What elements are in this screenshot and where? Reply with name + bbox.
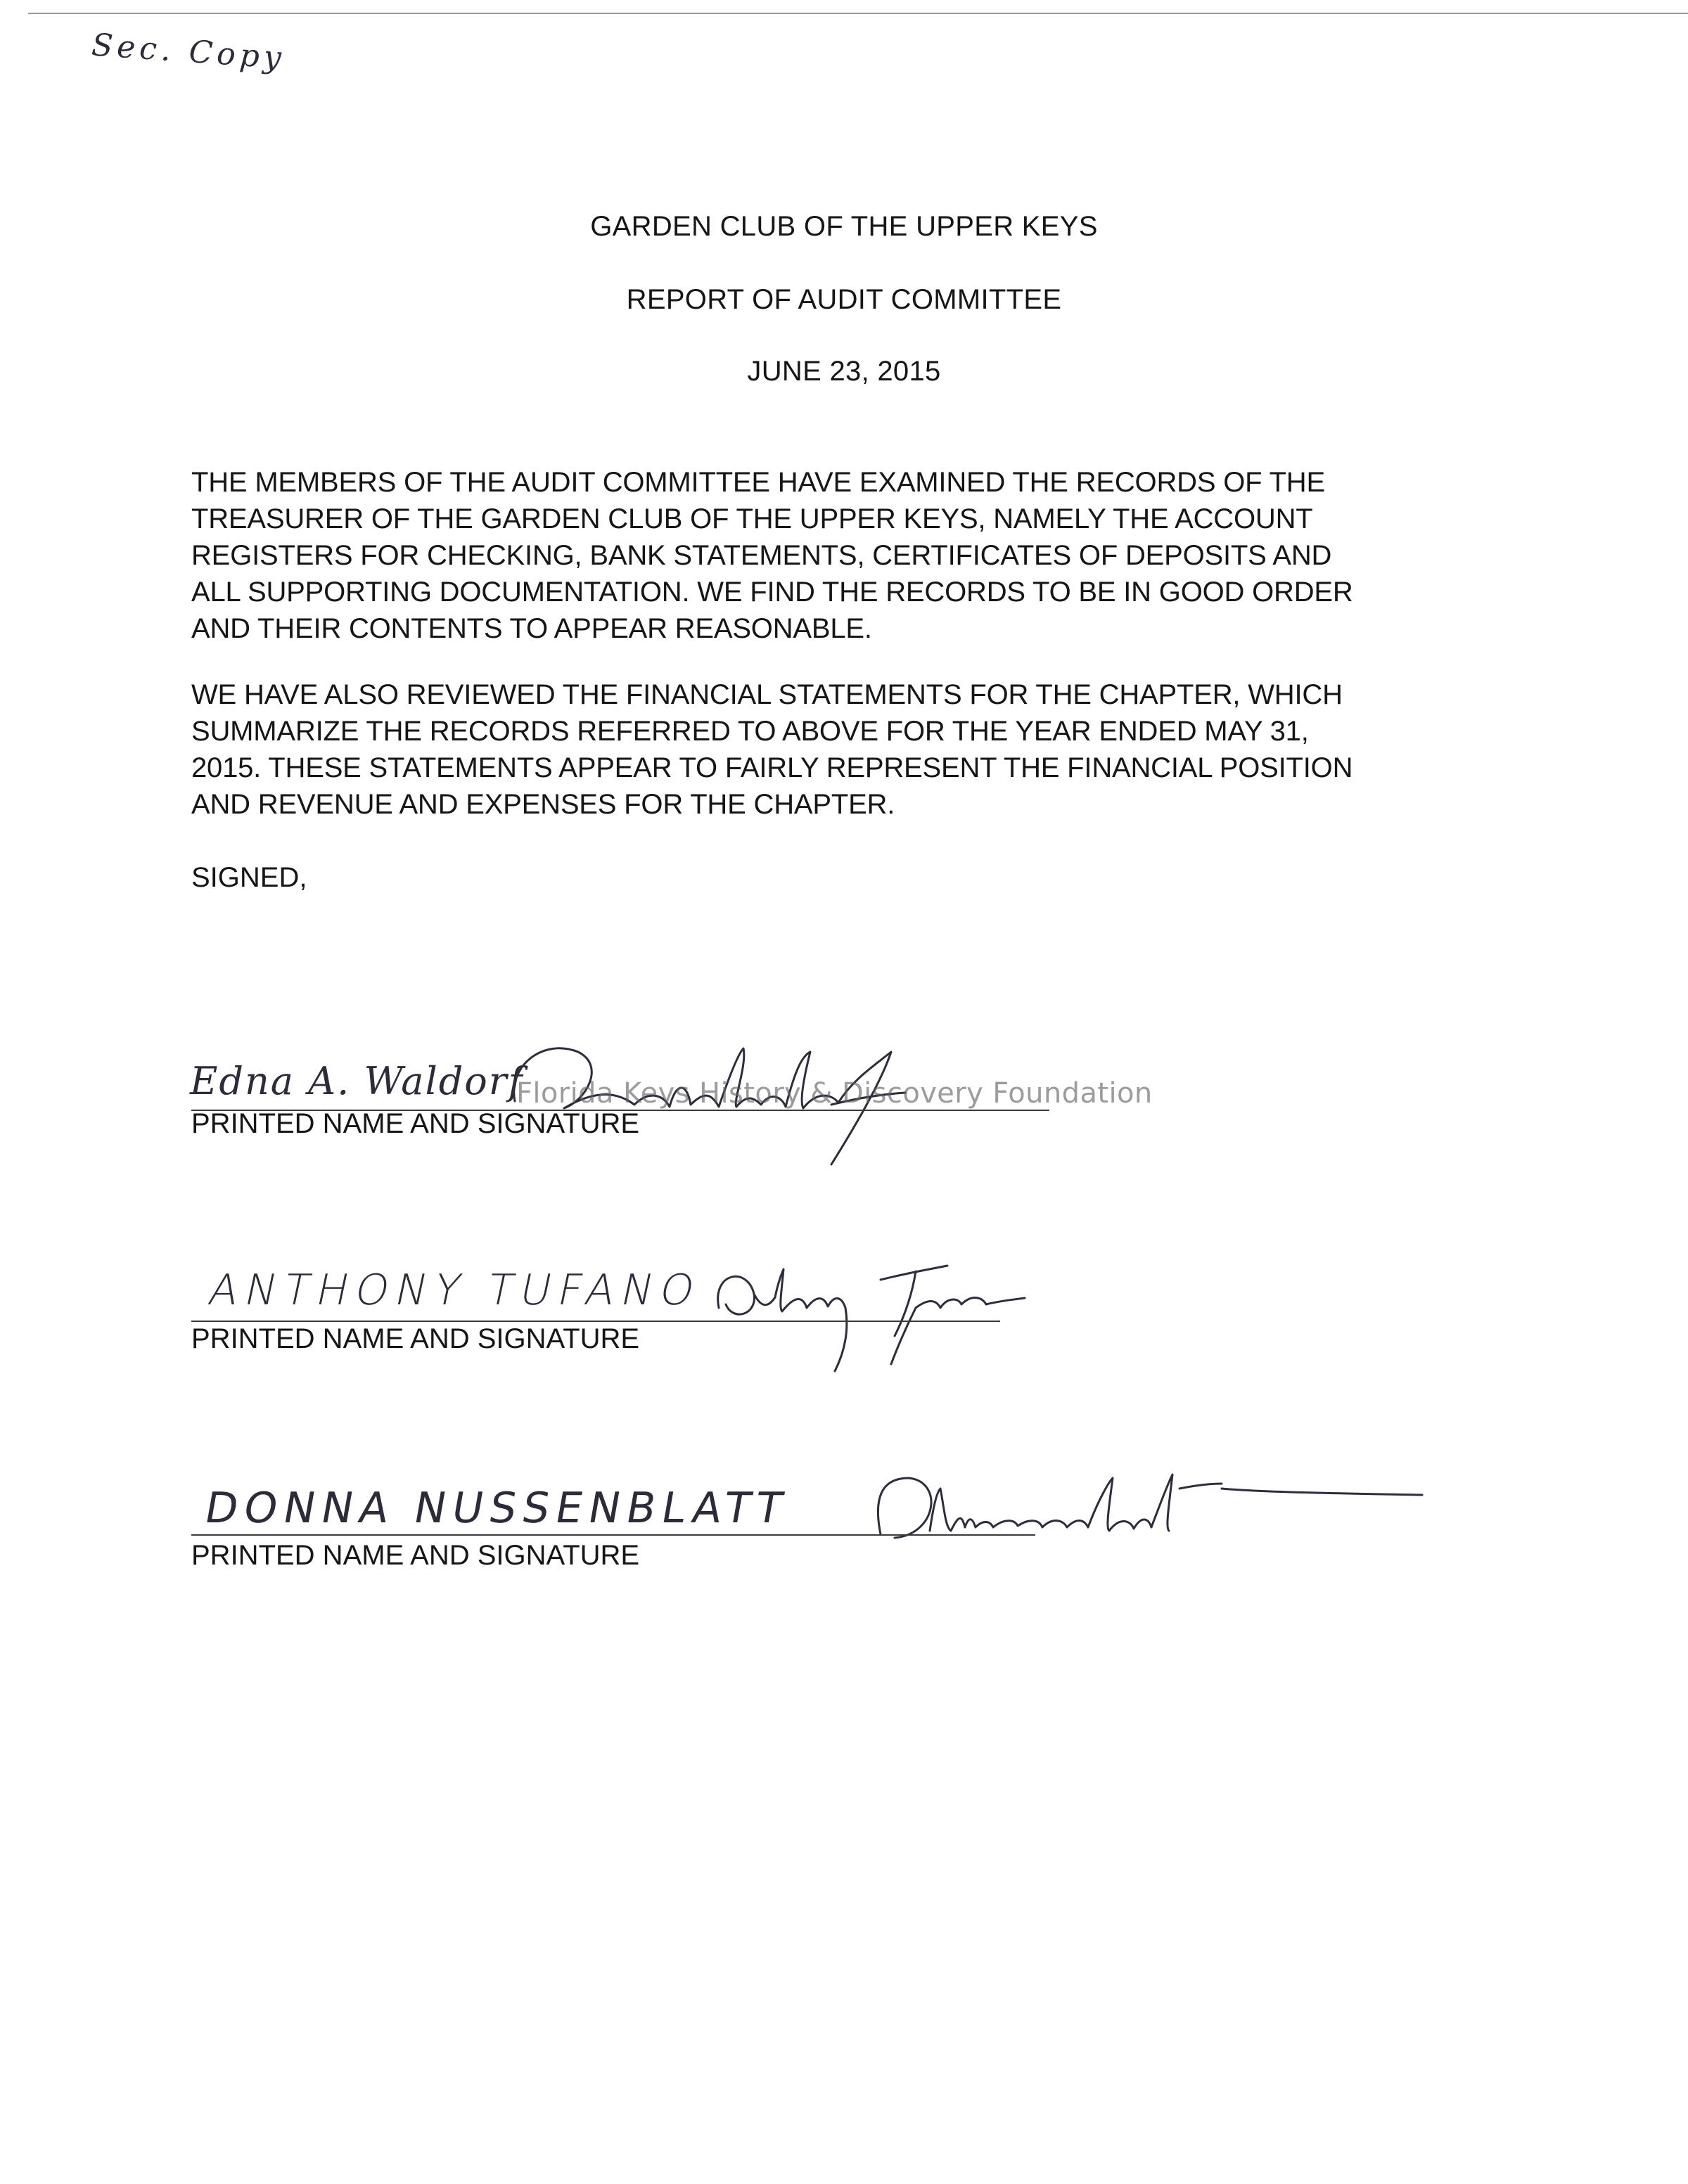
printed-name-1: Edna A. Waldorf — [190, 1059, 524, 1103]
paragraph-line: WE HAVE ALSO REVIEWED THE FINANCIAL STATEMENTS FOR THE CHAPTER, WHICH — [191, 679, 1343, 710]
paragraph-examination — [191, 464, 1514, 647]
sec-copy-note: Sec. Copy — [90, 27, 287, 77]
organization-title: GARDEN CLUB OF THE UPPER KEYS — [590, 211, 1098, 242]
signature-label-2: PRINTED NAME AND SIGNATURE — [191, 1323, 640, 1354]
watermark: Florida Keys History & Discovery Foundation — [516, 1077, 1153, 1110]
signature-label-1: PRINTED NAME AND SIGNATURE — [191, 1108, 640, 1139]
signature-2 — [705, 1231, 1028, 1385]
paragraph-line: AND THEIR CONTENTS TO APPEAR REASONABLE. — [191, 613, 872, 644]
signed-label: SIGNED, — [191, 862, 307, 893]
printed-name-2: ANTHONY TUFANO — [204, 1266, 706, 1315]
paragraph-line: SUMMARIZE THE RECORDS REFERRED TO ABOVE FOR THE YEAR ENDED MAY 31, — [191, 716, 1309, 747]
report-date: JUNE 23, 2015 — [747, 356, 941, 387]
signature-line-2 — [191, 1321, 1000, 1322]
signature-line-3 — [191, 1534, 1035, 1536]
paragraph-line: 2015. THESE STATEMENTS APPEAR TO FAIRLY REPRESENT THE FINANCIAL POSITION — [191, 752, 1353, 783]
printed-name-3: DONNA NUSSENBLATT — [200, 1484, 793, 1533]
paragraph-line: ALL SUPPORTING DOCUMENTATION. WE FIND THE RECORDS TO BE IN GOOD ORDER — [191, 577, 1353, 608]
scan-edge-top — [28, 13, 1688, 14]
paragraph-line: AND REVENUE AND EXPENSES FOR THE CHAPTER. — [191, 789, 895, 820]
paragraph-financial-statements — [191, 676, 1514, 823]
signature-label-3: PRINTED NAME AND SIGNATURE — [191, 1540, 640, 1571]
signature-3 — [867, 1450, 1443, 1576]
report-title: REPORT OF AUDIT COMMITTEE — [626, 284, 1062, 315]
paragraph-line: THE MEMBERS OF THE AUDIT COMMITTEE HAVE EXAMINED THE RECORDS OF THE — [191, 467, 1325, 498]
paragraph-line: REGISTERS FOR CHECKING, BANK STATEMENTS, CERTIFICATES OF DEPOSITS AND — [191, 540, 1332, 571]
paragraph-line: TREASURER OF THE GARDEN CLUB OF THE UPPER KEYS, NAMELY THE ACCOUNT — [191, 503, 1313, 534]
